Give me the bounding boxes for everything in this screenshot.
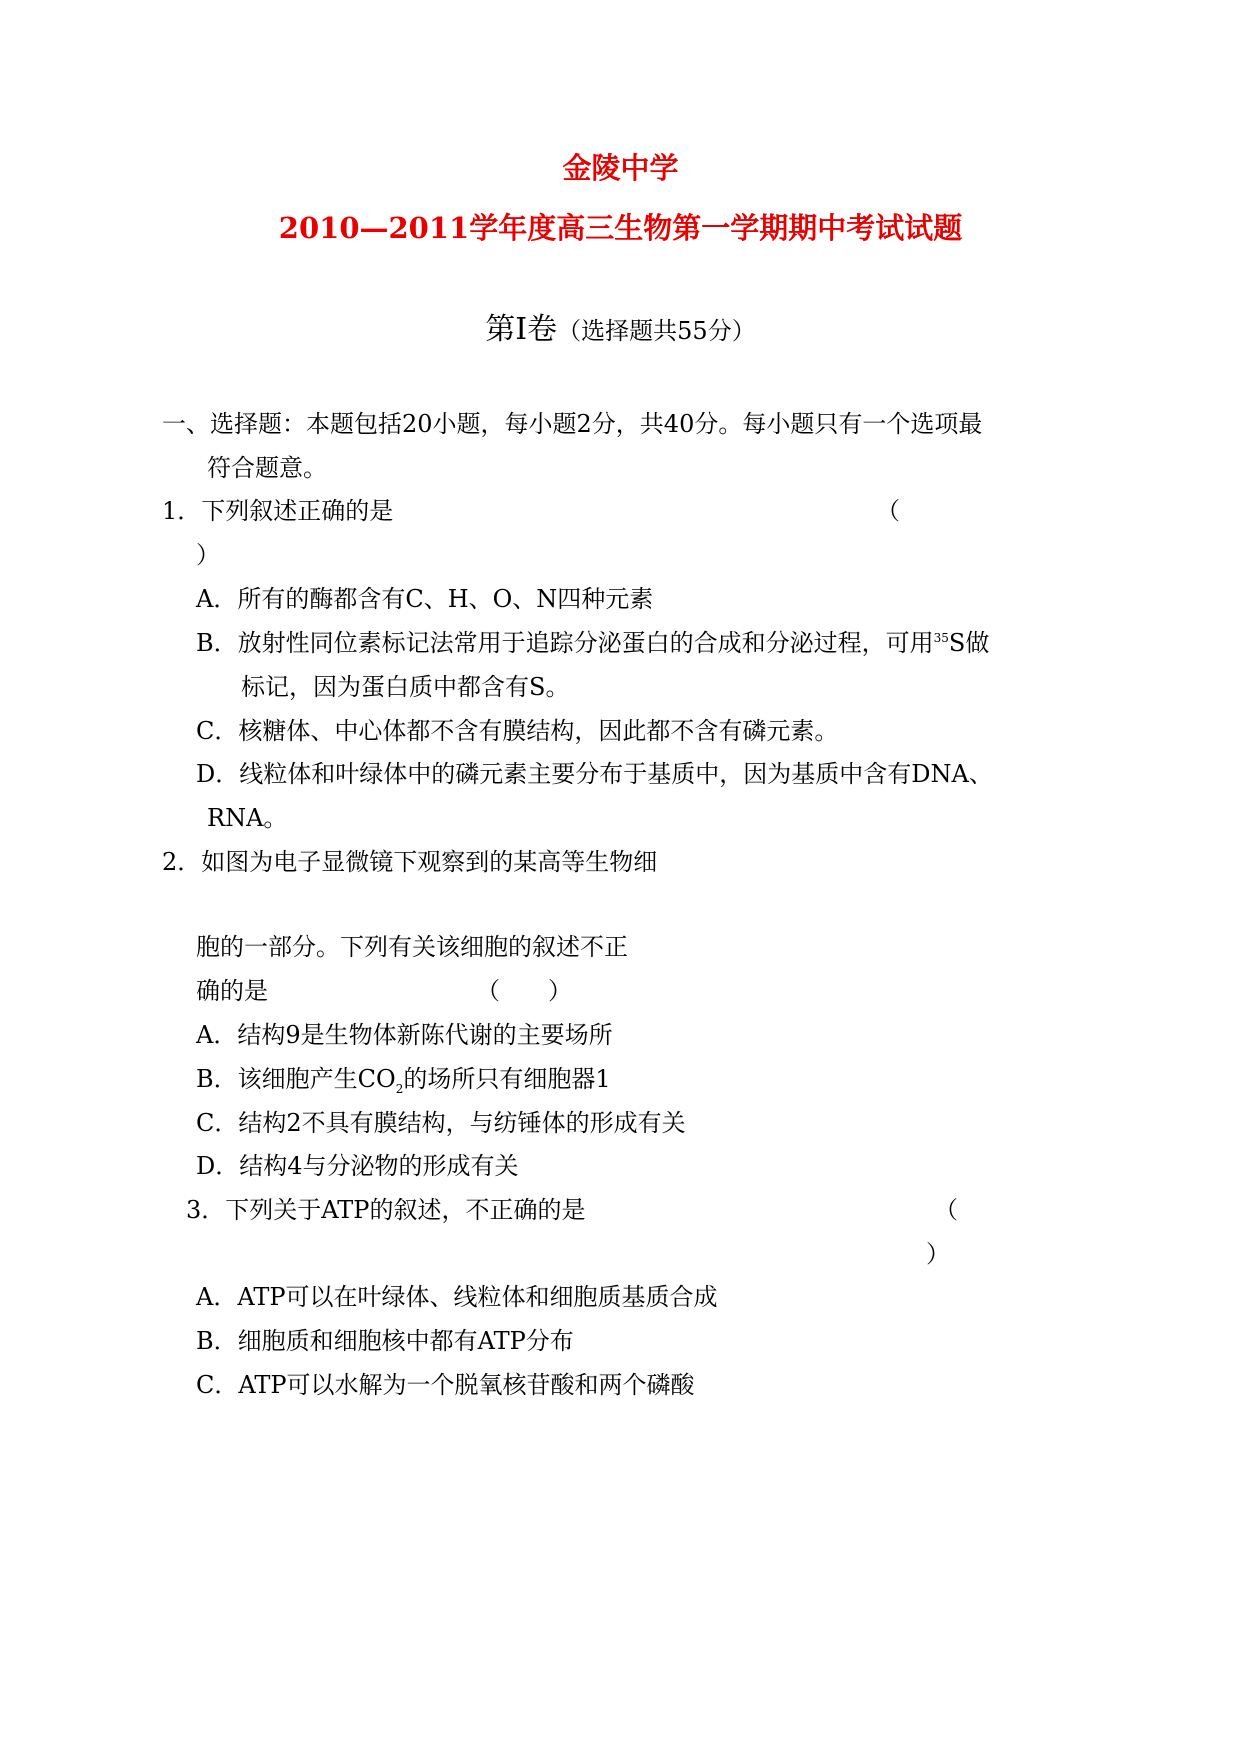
co2-subscript: 2 bbox=[395, 1081, 404, 1096]
instructions-line-2: 符合题意。 bbox=[207, 454, 327, 482]
question-1-option-d-line-1: D．线粒体和叶绿体中的磷元素主要分布于基质中，因为基质中含有DNA、 bbox=[196, 760, 993, 788]
part-heading bbox=[0, 312, 1241, 349]
question-2-option-b-text-end: 的场所只有细胞器1 bbox=[403, 1065, 611, 1093]
question-1-paren-close: ） bbox=[196, 541, 220, 569]
question-3-stem: 3．下列关于ATP的叙述，不正确的是 bbox=[186, 1196, 586, 1224]
question-2-option-a: A．结构9是生物体新陈代谢的主要场所 bbox=[196, 1021, 613, 1049]
question-1-stem: 1．下列叙述正确的是 bbox=[162, 497, 394, 525]
question-1-option-b-text-end: S做 bbox=[948, 629, 990, 657]
question-3-option-c: C．ATP可以水解为一个脱氧核苷酸和两个磷酸 bbox=[196, 1371, 695, 1399]
question-1-option-b-line-2: 标记，因为蛋白质中都含有S。 bbox=[241, 673, 570, 701]
question-2-option-b-text: B．该细胞产生CO bbox=[196, 1065, 396, 1093]
question-3-paren-close: ） bbox=[926, 1240, 950, 1268]
question-1-option-b-line-1 bbox=[196, 628, 989, 658]
exam-title: 2010—2011学年度高三生物第一学期期中考试试题 bbox=[278, 211, 963, 245]
question-2-option-c: C．结构2不具有膜结构，与纺锤体的形成有关 bbox=[196, 1109, 686, 1137]
question-1-option-a: A．所有的酶都含有C、H、O、N四种元素 bbox=[196, 585, 654, 613]
school-name: 金陵中学 bbox=[562, 151, 679, 185]
question-2-stem-line-3: 确的是 bbox=[196, 977, 268, 1005]
question-3-paren-open: （ bbox=[934, 1196, 958, 1224]
question-2-option-d: D．结构4与分泌物的形成有关 bbox=[196, 1152, 519, 1180]
question-1-option-b-text: B．放射性同位素标记法常用于追踪分泌蛋白的合成和分泌过程，可用 bbox=[196, 629, 934, 657]
part-title: 第Ⅰ卷 bbox=[485, 312, 558, 347]
question-2-stem-line-2: 胞的一部分。下列有关该细胞的叙述不正 bbox=[196, 933, 628, 961]
isotope-superscript: 35 bbox=[933, 631, 949, 645]
question-3-option-b: B．细胞质和细胞核中都有ATP分布 bbox=[196, 1327, 574, 1355]
part-subtitle: （选择题共55分） bbox=[557, 317, 756, 345]
question-2-answer-paren: （ ） bbox=[476, 977, 572, 1005]
question-2-stem-line-1: 2．如图为电子显微镜下观察到的某高等生物细 bbox=[162, 848, 658, 876]
question-2-option-b bbox=[196, 1064, 611, 1094]
question-1-option-c: C．核糖体、中心体都不含有膜结构，因此都不含有磷元素。 bbox=[196, 717, 839, 745]
question-1-option-d-line-2: RNA。 bbox=[207, 804, 288, 832]
question-1-paren-open: （ bbox=[876, 497, 900, 525]
question-3-option-a: A．ATP可以在叶绿体、线粒体和细胞质基质合成 bbox=[196, 1283, 718, 1311]
instructions-line-1: 一、选择题：本题包括20小题，每小题2分，共40分。每小题只有一个选项最 bbox=[162, 410, 983, 438]
